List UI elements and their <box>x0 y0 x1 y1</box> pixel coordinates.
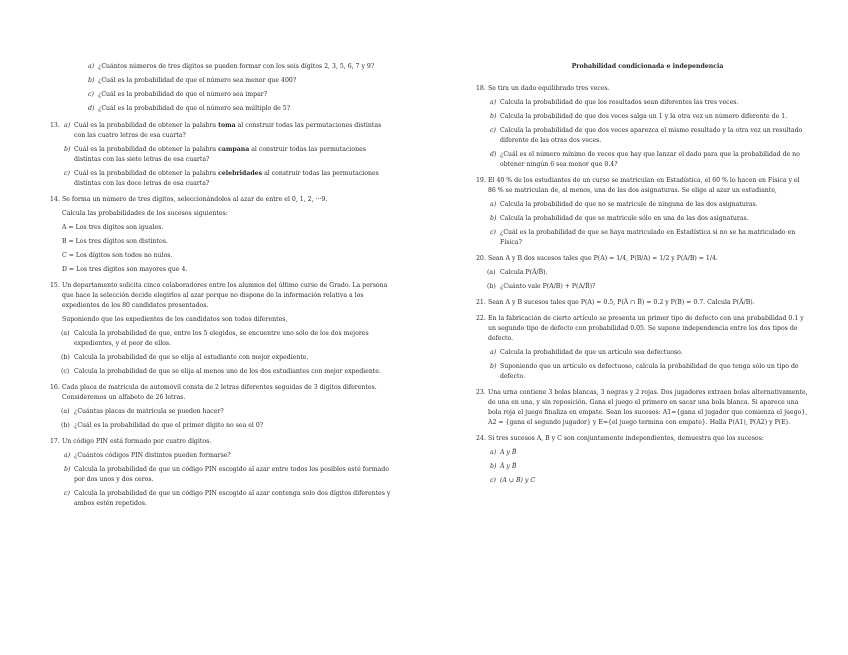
problem-16 <box>50 383 392 431</box>
subitem: a) ¿Cuántos códigos PIN distintos pueden formarse? <box>64 452 231 459</box>
left-column <box>50 62 392 515</box>
subitem: c) Cuál es la probabilidad de obtener la palabra celebridades al construir todas las permutaciones distintas con las doce letras de esa cuarta? <box>64 170 379 187</box>
subitem: b) Suponiendo que un artículo es defectuoso, calcula la probabilidad de que tenga sólo un tipo de defecto. <box>490 363 799 380</box>
event-definition: A = Los tres dígitos son iguales. <box>62 224 164 231</box>
problem-21 <box>476 298 809 308</box>
right-column <box>476 62 809 492</box>
problem-23 <box>476 388 809 428</box>
subitem: a) Calcula la probabilidad de que los resultados sean diferentes las tres veces. <box>490 99 739 106</box>
problem-text: El 40 % de los estudiantes de un curso se matriculan en Estadística, el 60 % lo hacen en Física y el 86 % se matriculan de, al menos, una de las dos asignaturas. Se elige al azar un estudiante, <box>488 177 800 194</box>
subitem: b) Cuál es la probabilidad de obtener la palabra campana al construir todas las permutaciones distintas con las siete letras de esa cuarta? <box>64 146 366 163</box>
subitem: d) ¿Cuál es el número mínimo de veces que hay que lanzar el dado para que la probabilidad de no obtener ningún 6 sea menor que 0.4? <box>490 151 800 168</box>
problem-17 <box>50 437 392 509</box>
problem-text: Sean A y B dos sucesos tales que P(A) = 1/4, P(B/A) = 1/2 y P(A/B) = 1/4. <box>488 255 718 262</box>
subitem: (c) Calcula la probabilidad de que se elija al menos uno de los dos estudiantes con mejor expediente. <box>61 368 381 375</box>
problem-intro: Suponiendo que los expedientes de los candidatos son todos diferentes, <box>62 316 288 323</box>
problem-15 <box>50 281 392 377</box>
subitem: a) Calcula la probabilidad de que un artículo sea defectuoso. <box>490 349 683 356</box>
subitem: d) ¿Cuál es la probabilidad de que el número sea múltiplo de 5? <box>88 105 291 112</box>
problem-number: 19. <box>476 177 486 184</box>
subitem: c) (A ∪ B) y C <box>490 477 536 484</box>
problem-text: Un código PIN está formado por cuatro dígitos. <box>62 438 212 445</box>
subitem: c) Calcula la probabilidad de que un código PIN escogido al azar contenga solo dos dígitos diferentes y ambos estén repetidos. <box>64 490 391 507</box>
problem-number: 21. <box>476 299 486 306</box>
problem-text: Se forma un número de tres dígitos, seleccionándolos al azar de entre el 0, 1, 2, ···9. <box>62 196 328 203</box>
subitem: (a) ¿Cuántas placas de matrícula se pueden hacer? <box>61 408 224 415</box>
subitem: b) Calcula la probabilidad de que un código PIN escogido al azar entre todos los posibles esté formado por dos unos y dos ceros. <box>64 466 389 483</box>
subitem: a) A y B̅ <box>490 449 517 456</box>
subitem: c) ¿Cuál es la probabilidad de que el número sea impar? <box>88 91 268 98</box>
problem-number: 17. <box>50 438 60 445</box>
problem-22 <box>476 314 809 382</box>
problem-number: 22. <box>476 315 486 322</box>
problem-intro: Calcula las probabilidades de los sucesos siguientes: <box>62 210 228 217</box>
problem-text: Cada placa de matrícula de automóvil consta de 2 letras diferentes seguidas de 3 dígitos diferentes. Consideremos un alfabeto de 26 letras. <box>62 384 377 401</box>
section-title: Probabilidad condicionada e independencia <box>571 63 724 70</box>
problem-text: Se tira un dado equilibrado tres veces. <box>488 85 610 92</box>
subitem: (a) Calcula la probabilidad de que, entre los 5 elegidos, se encuentre uno sólo de los dos mejores expedientes, y el peor de ellos. <box>61 330 369 347</box>
subitem: b) A̅ y B̅ <box>490 463 517 470</box>
problem-number: 18. <box>476 85 486 92</box>
event-definition: C = Los dígitos son todos no nulos. <box>62 252 173 259</box>
subitem: a) Cuál es la probabilidad de obtener la palabra toma al construir todas las permutaciones distintas con las cuatro letras de esa cuarta? <box>64 122 382 139</box>
problem-number: 23. <box>476 389 486 396</box>
problem-20 <box>476 254 809 292</box>
subitem: c) ¿Cuál es la probabilidad de que se haya matriculado en Estadística si no se ha matriculado en Física? <box>490 229 796 246</box>
problem-number: 20. <box>476 255 486 262</box>
event-definition: B = Los tres dígitos son distintos. <box>62 238 168 245</box>
subitem: b) Calcula la probabilidad de que dos veces salga un 1 y la otra vez un número diferente de 1. <box>490 113 788 120</box>
subitem: (a) Calcula P(A̅/B̅). <box>487 269 548 276</box>
problem-19 <box>476 176 809 248</box>
subitem: b) ¿Cuál es la probabilidad de que el número sea menor que 400? <box>88 77 297 84</box>
problem-number: 24. <box>476 435 486 442</box>
subitem: (b) ¿Cuál es la probabilidad de que el primer dígito no sea el 0? <box>61 422 264 429</box>
subitem: a) ¿Cuántos números de tres dígitos se pueden formar con los seis dígitos 2, 3, 5, 6, 7 y 9? <box>88 63 375 70</box>
problem-number: 13. <box>50 122 60 129</box>
problem-24 <box>476 434 809 486</box>
problem-18 <box>476 84 809 170</box>
problem-number: 14. <box>50 196 60 203</box>
problem-text: En la fabricación de cierto artículo se presenta un primer tipo de defecto con una probabilidad 0.1 y un segundo tipo de defecto con probabilidad 0.05. Se supone independencia entre los dos tipos de defecto. <box>488 315 804 342</box>
subitem: (b) ¿Cuánto vale P(A/B) + P(A/B̅)? <box>487 283 596 290</box>
problem-14 <box>50 195 392 275</box>
problem-12-continuation <box>74 62 392 114</box>
problem-number: 15. <box>50 282 60 289</box>
problem-text: Una urna contiene 3 bolas blancas, 3 negras y 2 rojas. Dos jugadores extraen bolas alternativamente, de una en una, y sin reposición. Gana el juego el primero en sacar una bola blanca. Si aparece una bola roja el juego finaliza en empate. Sean los sucesos: A1={gana el jugador que comienza el juego}, A2 = {gana el segundo jugador} y E={el juego termina con empate}. Halla P(A1), P(A2) y P(E). <box>488 389 808 426</box>
problem-text: Si tres sucesos A, B y C son conjuntamente independientes, demuestra que los sucesos: <box>488 435 764 442</box>
problem-text: Sean A y B sucesos tales que P(A) = 0.5, P(A̅ ∩ B̅) = 0.2 y P(B) = 0.7. Calcula P(A̅/B). <box>488 299 755 306</box>
event-definition: D = Los tres dígitos son mayores que 4. <box>62 266 188 273</box>
subitem: c) Calcula la probabilidad de que dos veces aparezca el mismo resultado y la otra vez un resultado diferente de las otras dos veces. <box>490 127 803 144</box>
subitem: a) Calcula la probabilidad de que no se matricule de ninguna de las dos asignaturas. <box>490 201 758 208</box>
problem-text: Un departamento solicita cinco colaboradores entre los alumnos del último curso de Grado. La persona que hace la selección decide elegirlos al azar porque no dispone de la información relativa a los expedientes de los 80 candidatos presentados. <box>62 282 388 309</box>
problem-number: 16. <box>50 384 60 391</box>
problem-13 <box>50 121 392 189</box>
subitem: b) Calcula la probabilidad de que se matricule sólo en una de las dos asignaturas. <box>490 215 749 222</box>
subitem: (b) Calcula la probabilidad de que se elija al estudiante con mejor expediente. <box>61 354 309 361</box>
